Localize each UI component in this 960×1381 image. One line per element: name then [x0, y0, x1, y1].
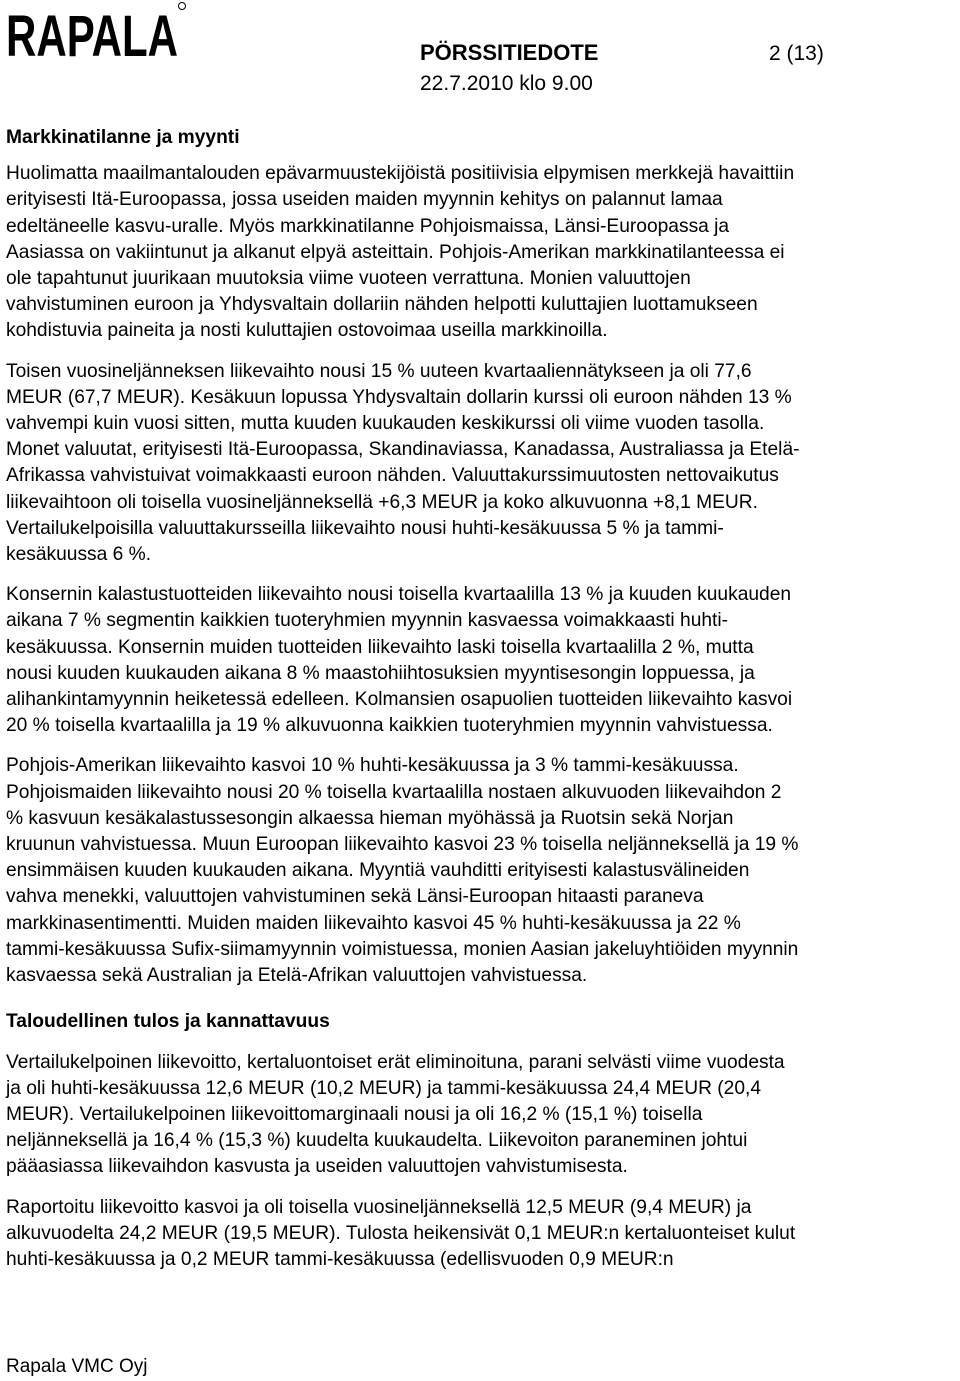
text-line: Pohjois-Amerikan liikevaihto kasvoi 10 % huhti-kesäkuussa ja 3 % tammi-kesäkuussa.	[6, 755, 739, 777]
text-line: kasvaessa sekä Australian ja Etelä-Afrikan valuuttojen vahvistuessa.	[6, 965, 588, 987]
text-line: Vertailukelpoinen liikevoitto, kertaluontoiset erät eliminoituna, parani selvästi viime vuodesta	[6, 1051, 785, 1073]
text-line: edeltäneelle kasvu-uralle. Myös markkinatilanne Pohjoismaissa, Länsi-Euroopassa ja	[6, 215, 730, 237]
text-line: % kasvuun kesäkalastussesongin alkaessa hieman myöhässä ja Ruotsin sekä Norjan	[6, 807, 734, 829]
text-line: pääasiassa liikevaihdon kasvusta ja useiden valuuttojen vahvistumisesta.	[6, 1156, 628, 1178]
text-line: ensimmäisen kuuden kuukauden aikana. Myyntiä vauhditti erityisesti kalastusvälineiden	[6, 860, 750, 882]
text-line: Raportoitu liikevoitto kasvoi ja oli toisella vuosineljänneksellä 12,5 MEUR (9,4 MEUR) ja	[6, 1196, 752, 1218]
text-line: neljänneksellä ja 16,4 % (15,3 %) kuudelta kuukaudelta. Liikevoiton paraneminen johtui	[6, 1130, 748, 1152]
text-line: 20 % toisella kvartaalilla ja 19 % alkuvuonna kaikkien tuoteryhmien myynnin vahvistuessa.	[6, 715, 773, 737]
text-line: Afrikassa vahvistuivat voimakkaasti euroon nähden. Valuuttakurssimuutosten nettovaikutus	[6, 465, 779, 487]
text-line: vahvistuminen euroon ja Yhdysvaltain dollariin nähden helpotti kuluttajien luottamukseen	[6, 294, 758, 316]
svg-text:RAPALA: RAPALA	[6, 4, 178, 69]
text-line: Pohjoismaiden liikevaihto nousi 20 % toisella kvartaalilla nostaen alkuvuoden liikevaihdon 2	[6, 781, 782, 803]
text-line: Konsernin kalastustuotteiden liikevaihto nousi toisella kvartaalilla 13 % ja kuuden kuukauden	[6, 584, 792, 606]
text-line: vahvempi kuin vuosi sitten, mutta kuuden kuukauden keskikurssi oli viime vuoden tasolla.	[6, 413, 765, 435]
text-line: tammi-kesäkuussa Sufix-siimamyynnin voimistuessa, monien Aasian jakeluyhtiöiden myynnin	[6, 938, 799, 960]
section-heading: Taloudellinen tulos ja kannattavuus	[6, 1011, 330, 1033]
rapala-logo	[6, 0, 186, 69]
text-line: markkinasentimentti. Muiden maiden liikevaihto kasvoi 45 % huhti-kesäkuussa ja 22 %	[6, 912, 741, 934]
text-line: aikana 7 % segmentin kaikkien tuoteryhmien myynnin kasvaessa voimakkaasti huhti-	[6, 610, 729, 632]
text-line: Toisen vuosineljänneksen liikevaihto nousi 15 % uuteen kvartaaliennätykseen ja oli 77,6	[6, 360, 752, 382]
text-line: huhti-kesäkuussa ja 0,2 MEUR tammi-kesäkuussa (edellisvuoden 0,9 MEUR:n	[6, 1248, 674, 1270]
paragraph	[6, 1195, 956, 1274]
release-date: 22.7.2010 klo 9.00	[420, 72, 593, 95]
document-body	[6, 125, 956, 1273]
text-line: kesäkuussa 6 %.	[6, 544, 152, 566]
paragraph	[6, 1050, 956, 1181]
text-line: Vertailukelpoisilla valuuttakursseilla liikevaihto nousi huhti-kesäkuussa 5 % ja tammi-	[6, 517, 724, 539]
text-line: Monet valuutat, erityisesti Itä-Euroopassa, Skandinaviassa, Kanadassa, Australiassa ja Etelä-	[6, 439, 800, 461]
paragraph	[6, 753, 956, 989]
text-line: erityisesti Itä-Euroopassa, jossa useiden maiden myynnin kehitys on palannut lamaa	[6, 189, 723, 211]
text-line: ja oli huhti-kesäkuussa 12,6 MEUR (10,2 MEUR) ja tammi-kesäkuussa 24,4 MEUR (20,4	[6, 1077, 762, 1099]
text-line: MEUR). Vertailukelpoinen liikevoittomarginaali nousi ja oli 16,2 % (15,1 %) toisella	[6, 1103, 703, 1125]
text-line: nousi kuuden kuukauden aikana 8 % maastohiihtosuksien myyntisesongin loppuessa, ja	[6, 662, 755, 684]
page-number: 2 (13)	[769, 42, 824, 65]
company-footer: Rapala VMC Oyj	[6, 1356, 148, 1377]
text-line: MEUR (67,7 MEUR). Kesäkuun lopussa Yhdysvaltain dollarin kurssi oli euroon nähden 13 %	[6, 386, 792, 408]
text-line: alkuvuodelta 24,2 MEUR (19,5 MEUR). Tulosta heikensivät 0,1 MEUR:n kertaluonteiset kulut	[6, 1222, 796, 1244]
document-type: PÖRSSITIEDOTE	[420, 40, 599, 65]
text-line: liikevaihtoon oli toisella vuosineljänneksellä +6,3 MEUR ja koko alkuvuonna +8,1 MEUR.	[6, 491, 758, 513]
paragraph	[6, 161, 956, 344]
text-line: Huolimatta maailmantalouden epävarmuustekijöistä positiivisia elpymisen merkkejä havaittiin	[6, 163, 795, 185]
text-line: Aasiassa on vakiintunut ja alkanut elpyä asteittain. Pohjois-Amerikan markkinatilanteessa ei	[6, 241, 785, 263]
text-line: ole tapahtunut juurikaan muutoksia viime vuoteen verrattuna. Monien valuuttojen	[6, 268, 691, 290]
paragraph	[6, 359, 956, 569]
text-line: alihankintamyynnin heiketessä edelleen. Kolmansien osapuolien tuotteiden liikevaihto kasvoi	[6, 689, 793, 711]
text-line: vahva menekki, valuuttojen vahvistuminen sekä Länsi-Euroopan hitaasti paraneva	[6, 886, 704, 908]
text-line: kohdistuvia paineita ja nosti kuluttajien ostovoimaa useilla markkinoilla.	[6, 320, 608, 342]
text-line: kesäkuussa. Konsernin muiden tuotteiden liikevaihto laski toisella kvartaalilla 2 %, mutta	[6, 636, 754, 658]
text-line: kruunun vahvistuessa. Muun Euroopan liikevaihto kasvoi 23 % toisella neljänneksellä ja 19 %	[6, 834, 799, 856]
paragraph	[6, 582, 956, 739]
section-heading: Markkinatilanne ja myynti	[6, 127, 240, 148]
